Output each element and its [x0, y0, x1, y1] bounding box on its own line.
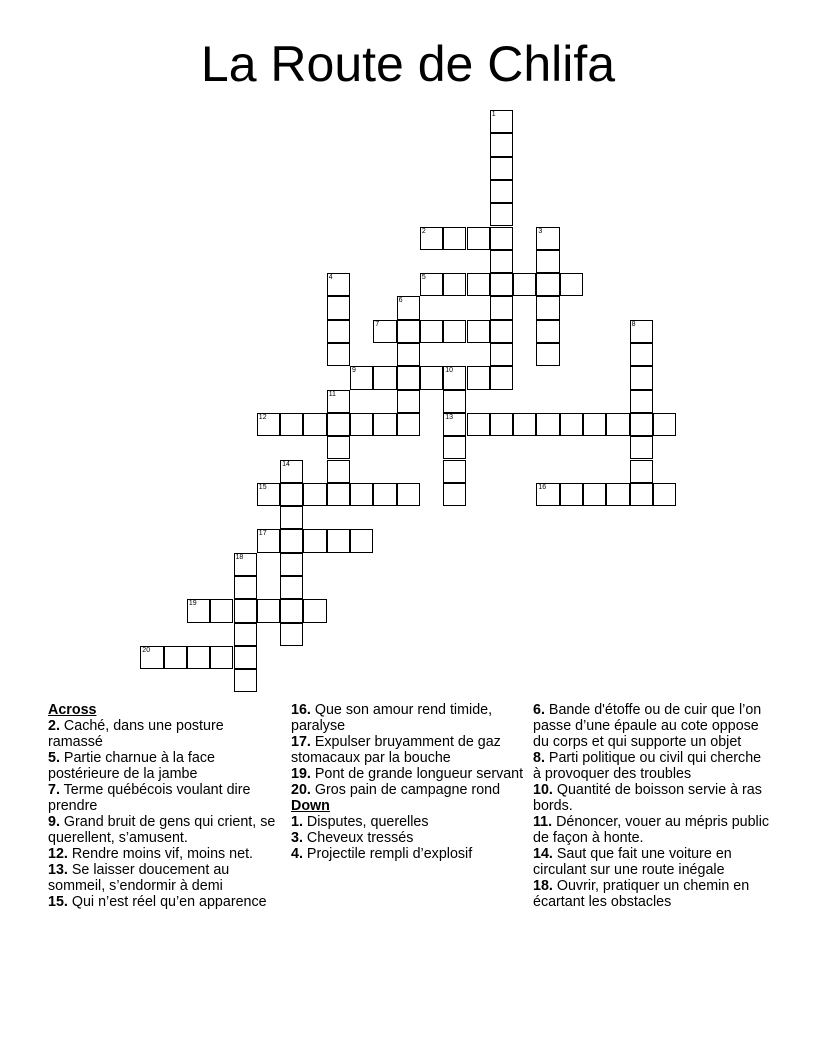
- grid-cell[interactable]: [467, 366, 490, 389]
- grid-cell[interactable]: [397, 483, 420, 506]
- grid-cell[interactable]: [280, 506, 303, 529]
- cell-number: 4: [328, 274, 333, 282]
- grid-cell[interactable]: [467, 273, 490, 296]
- clue-down-6[interactable]: [533, 702, 773, 750]
- grid-cell[interactable]: [560, 483, 583, 506]
- grid-cell[interactable]: [490, 296, 513, 319]
- clue-text: Disputes, querelles: [306, 814, 429, 830]
- grid-cell[interactable]: [490, 110, 513, 133]
- clue-column-2: [291, 702, 526, 862]
- grid-cell[interactable]: [420, 366, 443, 389]
- clue-down-1[interactable]: [291, 814, 526, 830]
- grid-cell[interactable]: [490, 180, 513, 203]
- grid-cell[interactable]: [350, 366, 373, 389]
- grid-cell[interactable]: [397, 296, 420, 319]
- grid-cell[interactable]: [234, 623, 257, 646]
- grid-cell[interactable]: [257, 483, 280, 506]
- clue-number: 3.: [291, 830, 303, 846]
- clue-column-3: [533, 702, 773, 910]
- grid-cell[interactable]: [327, 273, 350, 296]
- clue-text: Dénoncer, vouer au mépris public de façon à honte.: [533, 814, 770, 846]
- grid-cell[interactable]: [560, 273, 583, 296]
- grid-cell[interactable]: [350, 413, 373, 436]
- grid-cell[interactable]: [327, 436, 350, 459]
- cell-number: 15: [258, 483, 267, 491]
- grid-cell[interactable]: [397, 413, 420, 436]
- clue-across-20[interactable]: [291, 782, 526, 798]
- cell-number: 3: [538, 227, 543, 235]
- cell-number: 17: [258, 530, 267, 538]
- grid-cell[interactable]: [583, 413, 606, 436]
- grid-cell[interactable]: [140, 646, 163, 669]
- clue-down-18[interactable]: [533, 878, 773, 910]
- grid-cell[interactable]: [397, 320, 420, 343]
- grid-cell[interactable]: [397, 366, 420, 389]
- grid-cell[interactable]: [280, 483, 303, 506]
- grid-cell[interactable]: [327, 296, 350, 319]
- clue-number: 13.: [48, 862, 68, 878]
- clue-number: 12.: [48, 846, 68, 862]
- grid-cell[interactable]: [397, 343, 420, 366]
- cell-number: 18: [235, 553, 244, 561]
- cell-number: 12: [258, 413, 267, 421]
- cell-number: 9: [352, 367, 356, 375]
- grid-cell[interactable]: [327, 390, 350, 413]
- grid-cell[interactable]: [490, 133, 513, 156]
- grid-cell[interactable]: [373, 320, 396, 343]
- grid-cell[interactable]: [443, 460, 466, 483]
- grid-cell[interactable]: [583, 483, 606, 506]
- clue-across-13[interactable]: [48, 862, 280, 894]
- clue-across-2[interactable]: [48, 718, 280, 750]
- clue-text: Saut que fait une voiture en circulant sur une route inégale: [533, 846, 732, 878]
- cell-number: 14: [282, 460, 290, 468]
- clue-across-12[interactable]: [48, 846, 280, 862]
- grid-cell[interactable]: [630, 366, 653, 389]
- clue-number: 6.: [533, 702, 545, 718]
- grid-cell[interactable]: [606, 483, 629, 506]
- cell-number: 11: [328, 390, 336, 398]
- grid-cell[interactable]: [327, 343, 350, 366]
- grid-cell[interactable]: [257, 599, 280, 622]
- clue-down-11[interactable]: [533, 814, 773, 846]
- clue-down-3[interactable]: [291, 830, 526, 846]
- grid-cell[interactable]: [653, 483, 676, 506]
- clue-text: Qui n’est réel qu’en apparence: [71, 894, 267, 910]
- grid-cell[interactable]: [210, 646, 233, 669]
- clue-text: Cheveux tressés: [306, 830, 414, 846]
- grid-cell[interactable]: [327, 460, 350, 483]
- clue-text: Expulser bruyamment de gaz stomacaux par la bouche: [291, 734, 501, 766]
- clue-number: 19.: [291, 766, 311, 782]
- grid-cell[interactable]: [280, 553, 303, 576]
- grid-cell[interactable]: [280, 460, 303, 483]
- grid-cell[interactable]: [234, 646, 257, 669]
- clue-number: 11.: [533, 814, 553, 830]
- across-heading: Across: [48, 702, 97, 718]
- grid-cell[interactable]: [234, 553, 257, 576]
- grid-cell[interactable]: [443, 227, 466, 250]
- clue-number: 2.: [48, 718, 60, 734]
- clue-text: Parti politique ou civil qui cherche à provoquer des troubles: [533, 750, 762, 782]
- grid-cell[interactable]: [373, 366, 396, 389]
- clue-number: 17.: [291, 734, 311, 750]
- cell-number: 13: [445, 413, 453, 421]
- page-title: La Route de Chlifa: [200, 36, 616, 92]
- clue-text: Projectile rempli d’explosif: [306, 846, 473, 862]
- clue-down-10[interactable]: [533, 782, 773, 814]
- clue-text: Caché, dans une posture ramassé: [48, 718, 224, 750]
- grid-cell[interactable]: [630, 320, 653, 343]
- clue-text: Terme québécois voulant dire prendre: [48, 782, 251, 814]
- grid-cell[interactable]: [467, 227, 490, 250]
- grid-cell[interactable]: [327, 483, 350, 506]
- grid-cell[interactable]: [630, 460, 653, 483]
- clue-number: 5.: [48, 750, 60, 766]
- grid-cell[interactable]: [373, 483, 396, 506]
- grid-cell[interactable]: [350, 483, 373, 506]
- down-heading: Down: [291, 798, 330, 814]
- clue-text: Ouvrir, pratiquer un chemin en écartant les obstacles: [533, 878, 750, 910]
- grid-cell[interactable]: [536, 413, 559, 436]
- grid-cell[interactable]: [303, 483, 326, 506]
- grid-cell[interactable]: [630, 483, 653, 506]
- grid-cell[interactable]: [303, 413, 326, 436]
- clue-across-7[interactable]: [48, 782, 280, 814]
- clue-text: Quantité de boisson servie à ras bords.: [533, 782, 762, 814]
- grid-cell[interactable]: [536, 320, 559, 343]
- clue-number: 10.: [533, 782, 553, 798]
- clue-down-14[interactable]: [533, 846, 773, 878]
- clue-across-5[interactable]: [48, 750, 280, 782]
- grid-cell[interactable]: [490, 413, 513, 436]
- clue-number: 7.: [48, 782, 60, 798]
- cell-number: 20: [142, 646, 151, 654]
- grid-cell[interactable]: [303, 529, 326, 552]
- clue-text: Que son amour rend timide, paralyse: [291, 702, 493, 734]
- grid-cell[interactable]: [443, 483, 466, 506]
- grid-cell[interactable]: [490, 203, 513, 226]
- cell-number: 8: [631, 320, 636, 328]
- grid-cell[interactable]: [536, 296, 559, 319]
- grid-cell[interactable]: [234, 669, 257, 692]
- grid-cell[interactable]: [630, 436, 653, 459]
- grid-cell[interactable]: [303, 599, 326, 622]
- clue-number: 8.: [533, 750, 545, 766]
- grid-cell[interactable]: [490, 320, 513, 343]
- clue-number: 4.: [291, 846, 303, 862]
- grid-cell[interactable]: [536, 250, 559, 273]
- clue-across-9[interactable]: [48, 814, 280, 846]
- clue-across-17[interactable]: [291, 734, 526, 766]
- grid-cell[interactable]: [443, 366, 466, 389]
- clue-number: 9.: [48, 814, 60, 830]
- grid-cell[interactable]: [536, 227, 559, 250]
- grid-cell[interactable]: [513, 413, 536, 436]
- grid-cell[interactable]: [443, 320, 466, 343]
- clue-number: 18.: [533, 878, 553, 894]
- clue-column-1: [48, 702, 280, 910]
- grid-cell[interactable]: [420, 227, 443, 250]
- clue-text: Bande d'étoffe ou de cuir que l’on passe d’une épaule au cote oppose du corps et qui supporte un objet: [533, 702, 762, 750]
- cell-number: 5: [421, 274, 426, 282]
- grid-cell[interactable]: [257, 413, 280, 436]
- clue-text: Gros pain de campagne rond: [314, 782, 501, 798]
- grid-cell[interactable]: [536, 343, 559, 366]
- grid-cell[interactable]: [443, 413, 466, 436]
- grid-cell[interactable]: [280, 599, 303, 622]
- grid-cell[interactable]: [327, 413, 350, 436]
- clue-text: Grand bruit de gens qui crient, se querellent, s’amusent.: [48, 814, 276, 846]
- grid-cell[interactable]: [536, 483, 559, 506]
- grid-cell[interactable]: [187, 599, 210, 622]
- clue-text: Partie charnue à la face postérieure de la jambe: [48, 750, 215, 782]
- clue-text: Se laisser doucement au sommeil, s’endormir à demi: [48, 862, 230, 894]
- grid-cell[interactable]: [210, 599, 233, 622]
- grid-cell[interactable]: [280, 529, 303, 552]
- grid-cell[interactable]: [234, 576, 257, 599]
- grid-cell[interactable]: [327, 529, 350, 552]
- grid-cell[interactable]: [490, 343, 513, 366]
- grid-cell[interactable]: [630, 413, 653, 436]
- grid-cell[interactable]: [490, 273, 513, 296]
- grid-cell[interactable]: [420, 273, 443, 296]
- clue-across-19[interactable]: [291, 766, 526, 782]
- clue-number: 14.: [533, 846, 553, 862]
- grid-cell[interactable]: [560, 413, 583, 436]
- cell-number: 10: [445, 367, 453, 375]
- grid-cell[interactable]: [490, 250, 513, 273]
- grid-cell[interactable]: [490, 157, 513, 180]
- grid-cell[interactable]: [443, 273, 466, 296]
- cell-number: 2: [421, 227, 426, 235]
- grid-cell[interactable]: [280, 576, 303, 599]
- grid-cell[interactable]: [490, 227, 513, 250]
- grid-cell[interactable]: [513, 273, 536, 296]
- cell-number: 16: [538, 483, 547, 491]
- clue-number: 20.: [291, 782, 311, 798]
- clue-down-4[interactable]: [291, 846, 526, 862]
- grid-cell[interactable]: [467, 413, 490, 436]
- grid-cell[interactable]: [630, 343, 653, 366]
- clue-text: Rendre moins vif, moins net.: [71, 846, 254, 862]
- clue-text: Pont de grande longueur servant: [314, 766, 524, 782]
- clue-number: 16.: [291, 702, 311, 718]
- grid-cell[interactable]: [443, 436, 466, 459]
- grid-cell[interactable]: [234, 599, 257, 622]
- cell-number: 7: [375, 320, 380, 328]
- grid-cell[interactable]: [373, 413, 396, 436]
- grid-cell[interactable]: [536, 273, 559, 296]
- grid-cell[interactable]: [467, 320, 490, 343]
- grid-cell[interactable]: [630, 390, 653, 413]
- clue-down-8[interactable]: [533, 750, 773, 782]
- cell-number: 1: [491, 111, 496, 118]
- clue-across-16[interactable]: [291, 702, 526, 734]
- grid-cell[interactable]: [490, 366, 513, 389]
- grid-cell[interactable]: [327, 320, 350, 343]
- grid-cell[interactable]: [420, 320, 443, 343]
- grid-cell[interactable]: [280, 623, 303, 646]
- clue-across-15[interactable]: [48, 894, 280, 910]
- grid-cell[interactable]: [397, 390, 420, 413]
- grid-cell[interactable]: [280, 413, 303, 436]
- grid-cell[interactable]: [257, 529, 280, 552]
- cell-number: 6: [398, 297, 403, 305]
- clue-number: 15.: [48, 894, 68, 910]
- cell-number: 19: [188, 600, 197, 608]
- grid-cell[interactable]: [350, 529, 373, 552]
- grid-cell[interactable]: [653, 413, 676, 436]
- grid-cell[interactable]: [164, 646, 187, 669]
- grid-cell[interactable]: [606, 413, 629, 436]
- clue-number: 1.: [291, 814, 303, 830]
- grid-cell[interactable]: [187, 646, 210, 669]
- grid-cell[interactable]: [443, 390, 466, 413]
